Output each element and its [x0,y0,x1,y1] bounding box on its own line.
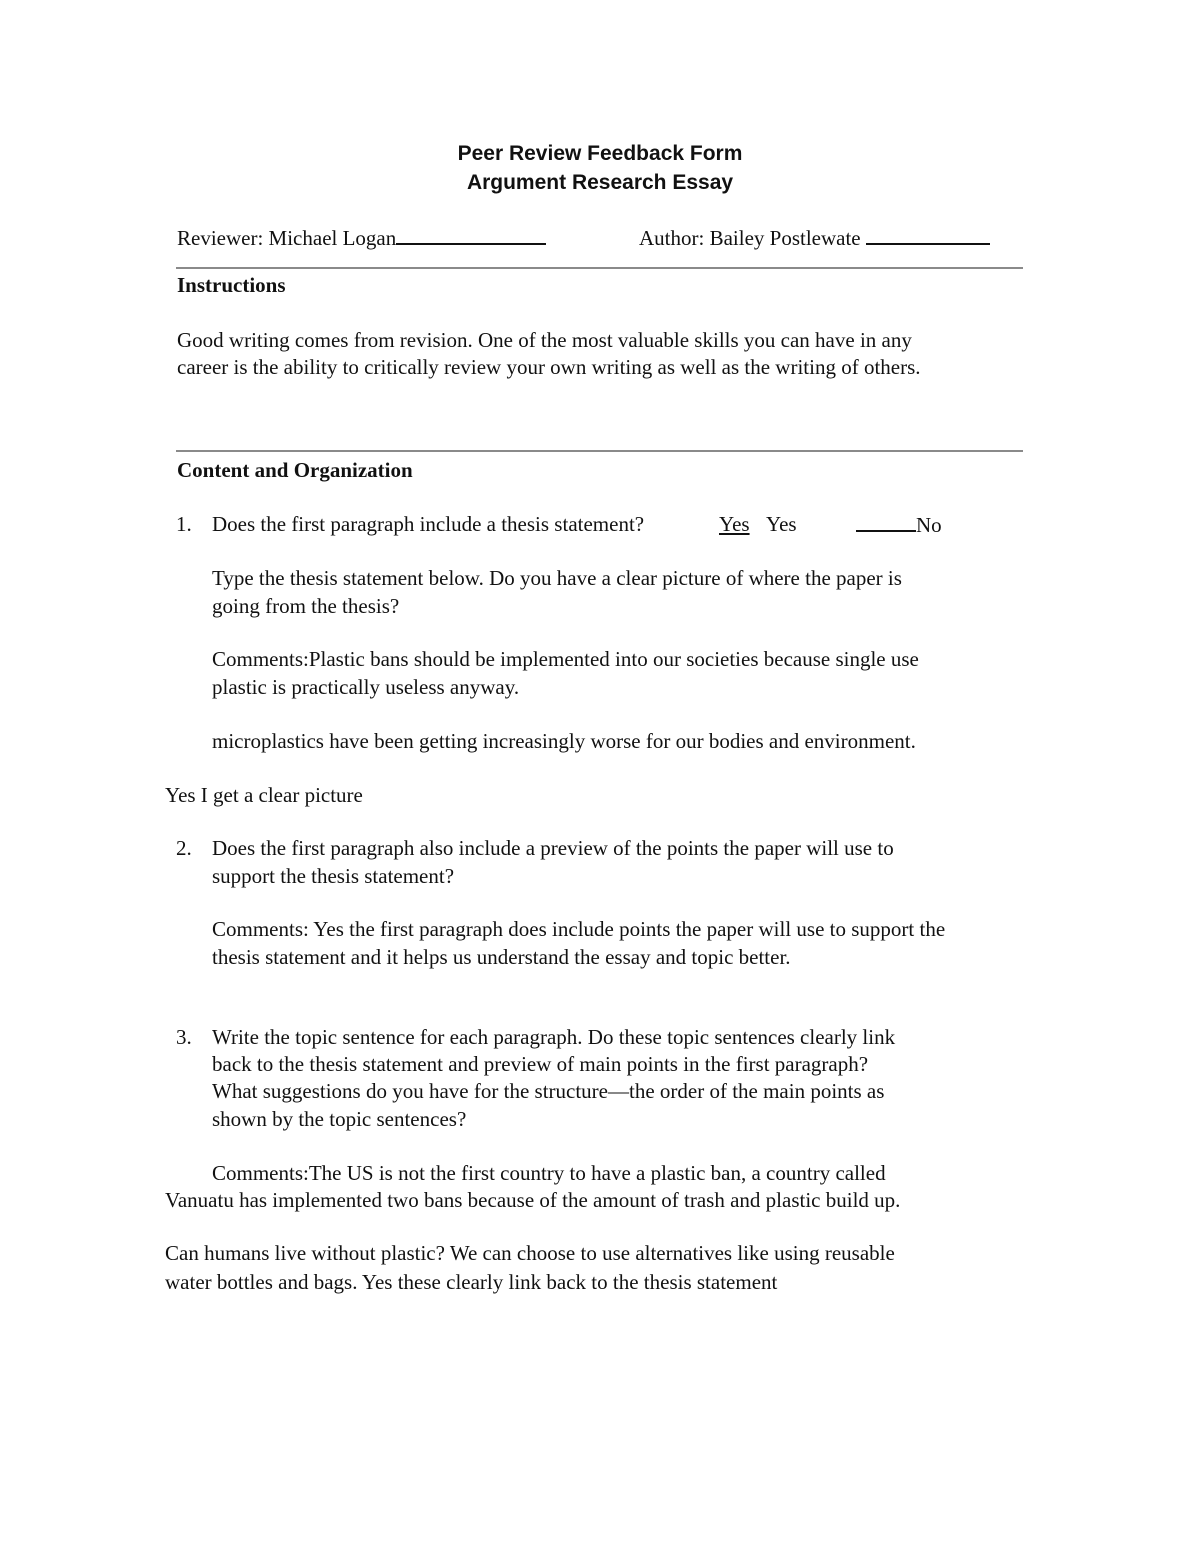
q1-question: Does the first paragraph include a thesis statement? [212,512,645,536]
author-field [639,223,990,252]
q1-comment-line: microplastics have been getting increasingly worse for our bodies and environment. [212,729,916,753]
q1-number: 1. [176,512,192,536]
q3-comment-line: water bottles and bags. Yes these clearly link back to the thesis statement [165,1270,778,1294]
q2-comment-line: thesis statement and it helps us understand the essay and topic better. [212,945,791,969]
instructions-text-line: Good writing comes from revision. One of the most valuable skills you can have in any [177,328,912,352]
content-heading: Content and Organization [177,458,413,482]
author-label: Author: Bailey Postlewate [639,226,861,250]
form-subtitle: Argument Research Essay [466,171,734,194]
q1-no-blank-line [856,510,916,532]
reviewer-blank-line [396,223,546,245]
q3-question-line: back to the thesis statement and preview of main points in the first paragraph? [212,1052,869,1076]
q3-comment-line: Comments:The US is not the first country to have a plastic ban, a country called [212,1161,886,1185]
q3-question-line: shown by the topic sentences? [212,1107,467,1131]
instructions-heading: Instructions [177,273,286,297]
q1-prompt-line: Type the thesis statement below. Do you have a clear picture of where the paper is [212,566,902,590]
q3-comment-line: Can humans live without plastic? We can choose to use alternatives like using reusable [165,1241,895,1265]
section-divider [176,450,1023,452]
q1-answer: Yes I get a clear picture [165,783,363,807]
q2-question-line: support the thesis statement? [212,864,455,888]
q1-yes-answer: Yes [719,512,750,536]
q1-comment-line: plastic is practically useless anyway. [212,675,520,699]
reviewer-label: Reviewer: Michael Logan [177,226,397,250]
q1-comment-line: Comments:Plastic bans should be implemented into our societies because single use [212,647,919,671]
q1-no-label: No [916,513,942,537]
instructions-text-line: career is the ability to critically review your own writing as well as the writing of others. [177,355,921,379]
q2-question-line: Does the first paragraph also include a preview of the points the paper will use to [212,836,894,860]
form-title: Peer Review Feedback Form [457,142,743,165]
q3-question-line: Write the topic sentence for each paragraph. Do these topic sentences clearly link [212,1025,896,1049]
q3-number: 3. [176,1025,192,1049]
section-divider [176,267,1023,269]
q2-number: 2. [176,836,192,860]
q1-no-option [856,510,942,539]
q3-comment-line: Vanuatu has implemented two bans because of the amount of trash and plastic build up. [165,1188,901,1212]
q1-yes-label: Yes [766,512,797,536]
q3-question-line: What suggestions do you have for the structure—the order of the main points as [212,1079,885,1103]
q1-prompt-line: going from the thesis? [212,594,400,618]
reviewer-field [177,223,546,252]
q2-comment-line: Comments: Yes the first paragraph does include points the paper will use to support the [212,917,946,941]
author-blank-line [866,223,990,245]
